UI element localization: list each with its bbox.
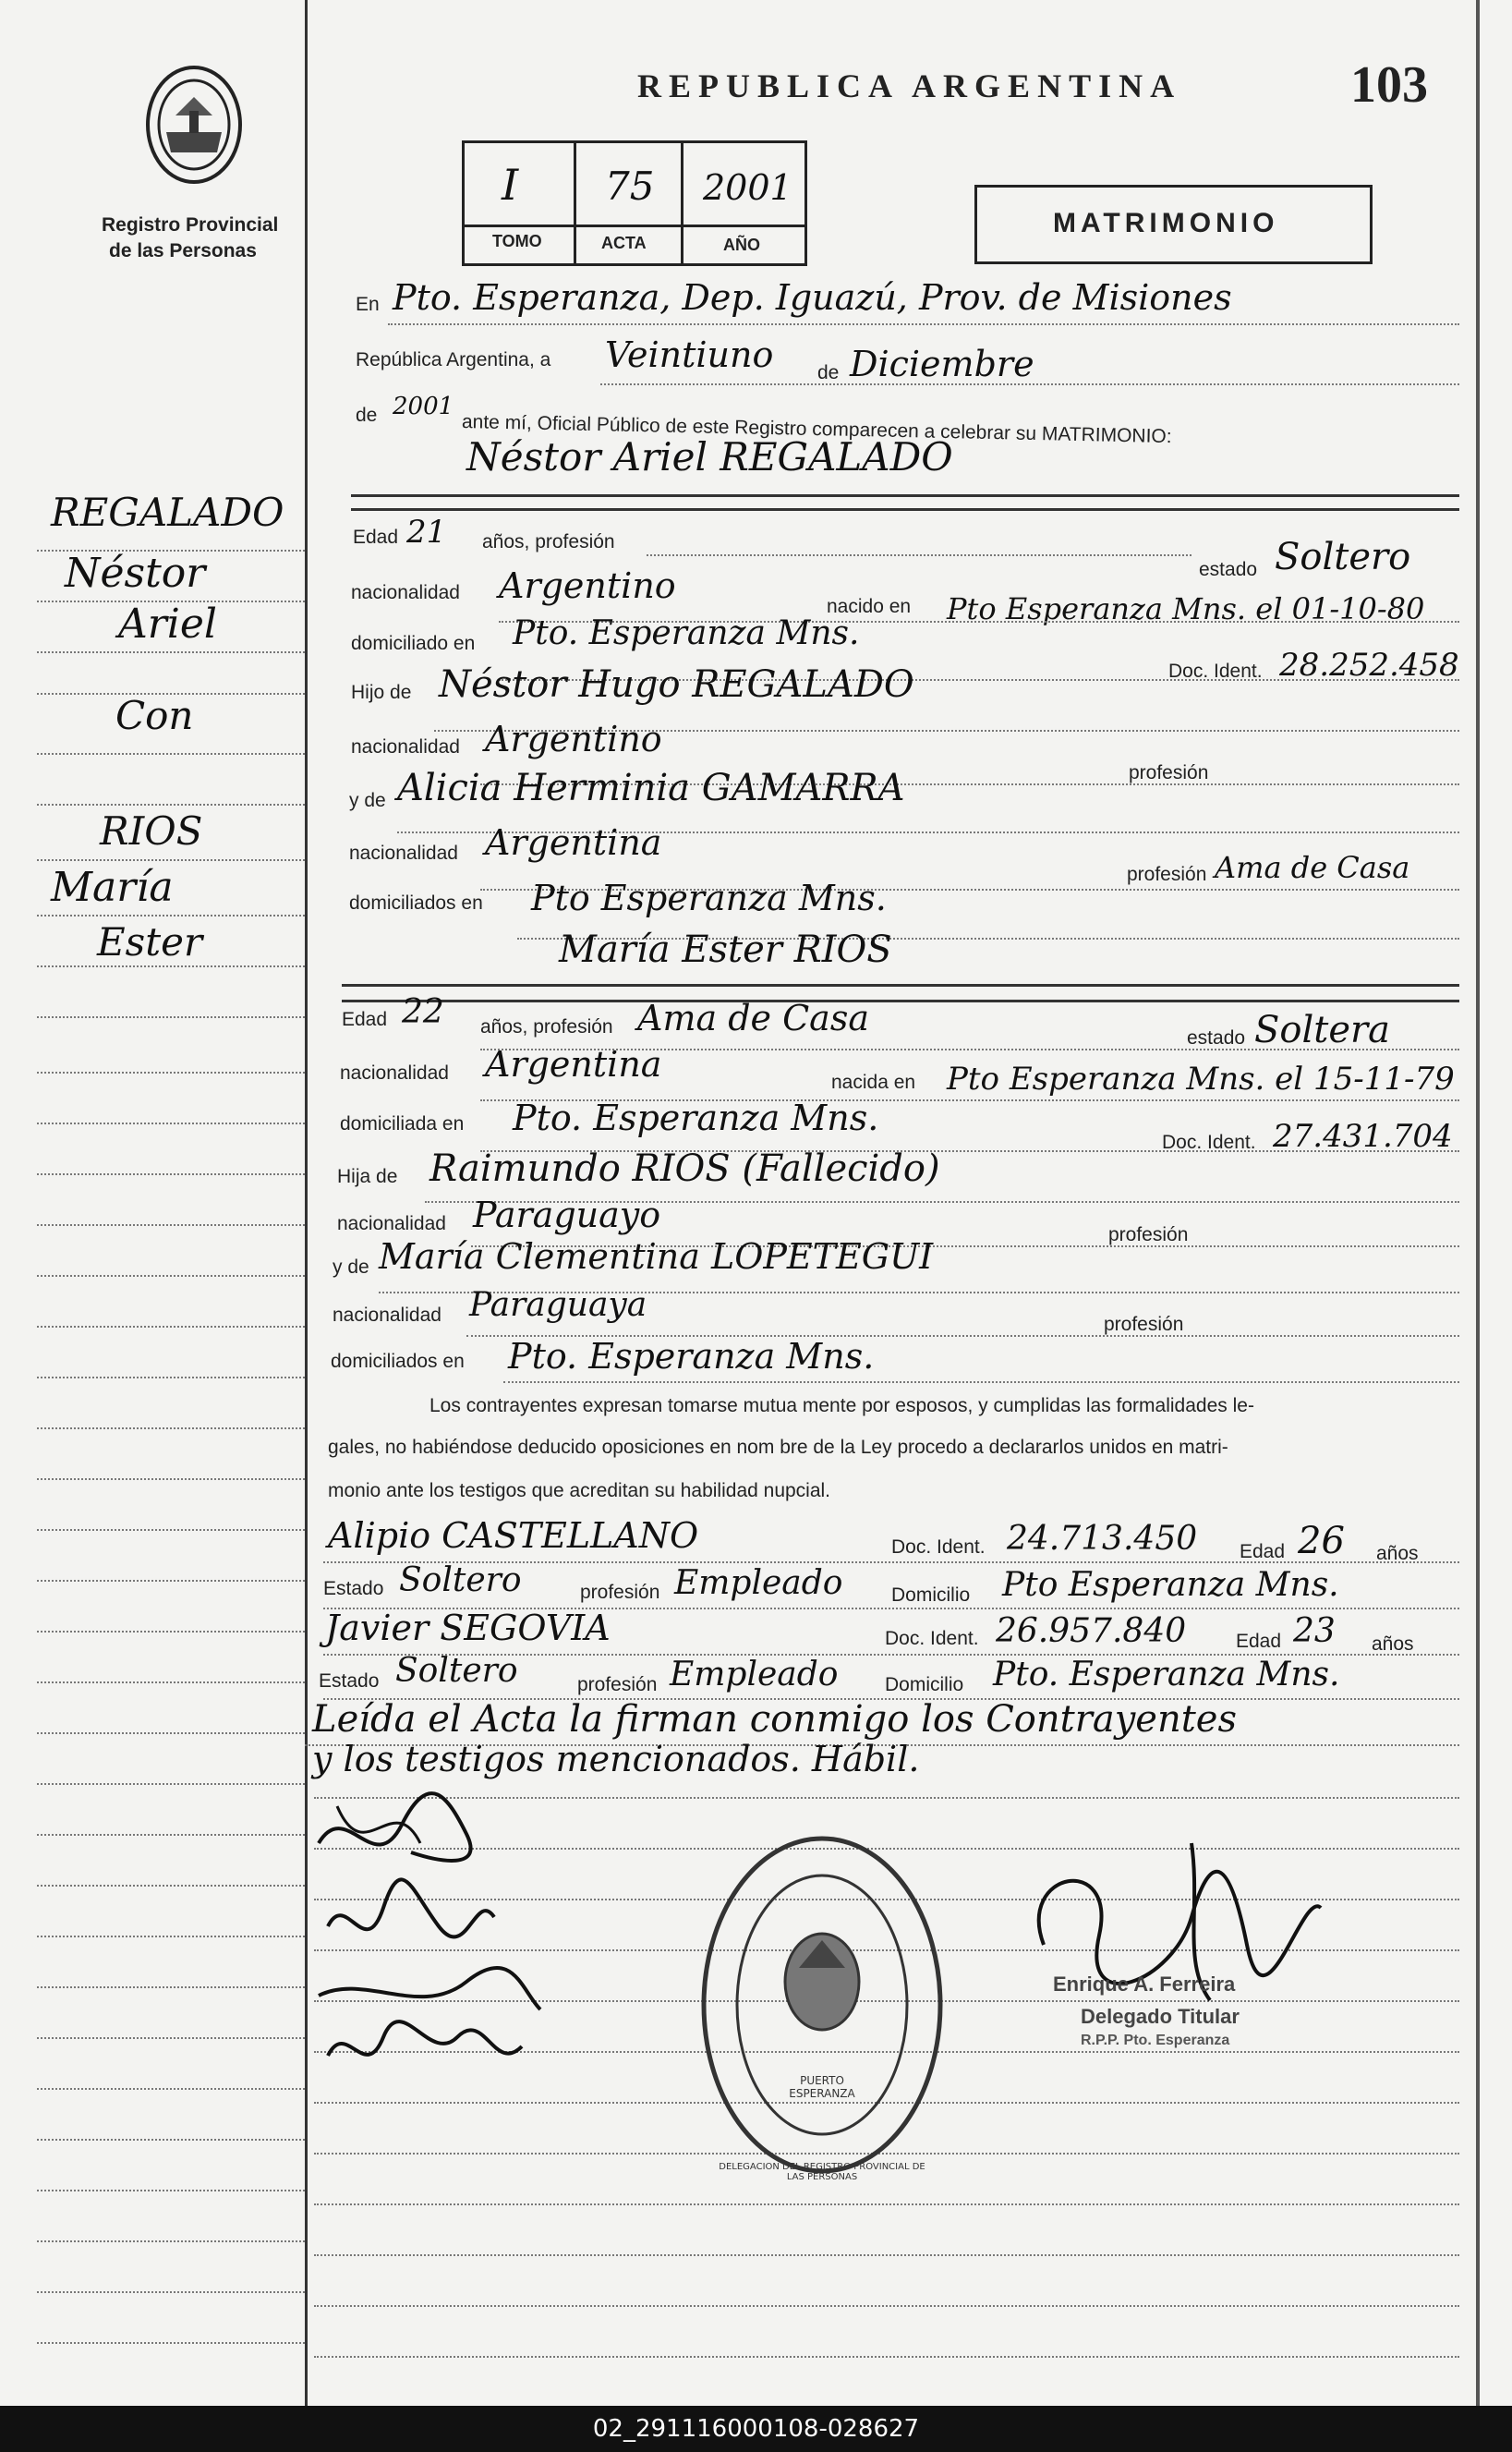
groom-nacionalidad-label: nacionalidad — [351, 582, 460, 603]
witness2-doc-label: Doc. Ident. — [885, 1628, 979, 1649]
bride-parents-dom: Pto. Esperanza Mns. — [508, 1336, 875, 1377]
document-type: MATRIMONIO — [1053, 208, 1279, 238]
bride-father-nat-label: nacionalidad — [337, 1213, 446, 1234]
witness1-estado-label: Estado — [323, 1578, 384, 1599]
witness1-estado: Soltero — [399, 1561, 522, 1599]
registry-name-line2: de las Personas — [109, 240, 257, 261]
bride-mother-nat: Paraguaya — [469, 1286, 647, 1324]
groom-mother-prof-label: profesión — [1127, 864, 1207, 885]
witness1-profession: Empleado — [674, 1564, 843, 1602]
ano-value: 2001 — [703, 167, 792, 208]
statement-line3: monio ante los testigos que acreditan su habilidad nupcial. — [328, 1480, 831, 1501]
groom-domicile: Pto. Esperanza Mns. — [513, 614, 860, 652]
groom-mother: Alicia Herminia GAMARRA — [397, 767, 905, 809]
bride-father-prof-label: profesión — [1108, 1224, 1189, 1245]
de-year-label: de — [356, 405, 378, 426]
closing-line1: Leída el Acta la firman conmigo los Contrayentes — [312, 1698, 1237, 1741]
statement-line2: gales, no habiéndose deducido oposiciones en nom bre de la Ley procedo a declararlos unidos en matri- — [328, 1437, 1228, 1458]
groom-mother-prof: Ama de Casa — [1215, 850, 1410, 885]
witness2-name: Javier SEGOVIA — [325, 1608, 611, 1648]
groom-edad-label: Edad — [353, 527, 399, 548]
signatures-block — [309, 1778, 568, 2120]
groom-yde-label: y de — [349, 790, 386, 811]
ano-label: AÑO — [723, 236, 760, 254]
witness1-anos-label: años — [1376, 1543, 1419, 1564]
official-stamp — [697, 1829, 947, 2180]
witness1-edad-label: Edad — [1240, 1541, 1286, 1562]
groom-estado: Soltero — [1275, 536, 1411, 578]
witness1-doc-label: Doc. Ident. — [891, 1536, 986, 1558]
republica-label: República Argentina, a — [356, 349, 551, 370]
groom-nationality: Argentino — [499, 565, 676, 606]
bride-mother-prof-label: profesión — [1104, 1314, 1184, 1335]
acta-label: ACTA — [601, 234, 647, 252]
bride-nacida-label: nacida en — [831, 1072, 916, 1093]
bride-name: María Ester RIOS — [559, 929, 892, 971]
groom-anos-profesion-label: años, profesión — [482, 531, 615, 552]
provincial-seal-logo — [139, 60, 249, 189]
groom-doc: 28.252.458 — [1279, 647, 1459, 684]
bride-nacionalidad-label: nacionalidad — [340, 1062, 449, 1084]
registry-name-line1: Registro Provincial — [102, 214, 279, 236]
bride-age: 22 — [402, 993, 444, 1031]
statement-line1: Los contrayentes expresan tomarse mutua mente por esposos, y cumplidas las formalidades le- — [429, 1395, 1254, 1416]
margin-divider — [305, 0, 308, 2406]
groom-estado-label: estado — [1199, 559, 1258, 580]
margin-note-line4: Con — [115, 693, 194, 738]
marriage-year: 2001 — [393, 393, 454, 420]
groom-parents-dom: Pto Esperanza Mns. — [531, 878, 887, 918]
bride-nationality: Argentina — [485, 1044, 662, 1085]
margin-note-line7: Ester — [97, 919, 203, 965]
page-number: 103 — [1350, 56, 1428, 114]
official-office: R.P.P. Pto. Esperanza — [1081, 2033, 1230, 2048]
bride-profession: Ama de Casa — [637, 998, 869, 1038]
country-title: REPUBLICA ARGENTINA — [637, 67, 1182, 104]
marriage-month: Diciembre — [850, 344, 1034, 384]
bride-birth: Pto Esperanza Mns. el 15-11-79 — [947, 1061, 1455, 1098]
bride-hija-label: Hija de — [337, 1166, 398, 1187]
groom-domiciliado-label: domiciliado en — [351, 633, 476, 654]
witness1-age: 26 — [1298, 1520, 1345, 1562]
witness2-domicilio-label: Domicilio — [885, 1674, 964, 1695]
bride-yde-label: y de — [333, 1256, 369, 1278]
witness2-estado-label: Estado — [319, 1670, 380, 1692]
witness2-doc: 26.957.840 — [996, 1612, 1187, 1650]
document-type-box — [974, 185, 1373, 264]
document-id-footer: 02_291116000108-028627 — [0, 2406, 1512, 2452]
groom-father: Néstor Hugo REGALADO — [439, 663, 914, 706]
bride-father: Raimundo RIOS (Fallecido) — [429, 1147, 940, 1190]
witness1-doc: 24.713.450 — [1007, 1520, 1198, 1558]
stamp-ring-text: DELEGACION DEL REGISTRO PROVINCIAL DE LAS PERSONAS — [719, 2162, 925, 2182]
groom-father-nat: Argentino — [485, 719, 662, 759]
groom-parents-dom-label: domiciliados en — [349, 892, 483, 914]
bride-mother-nat-label: nacionalidad — [333, 1305, 442, 1326]
bride-doc: 27.431.704 — [1273, 1118, 1453, 1155]
groom-father-nat-label: nacionalidad — [351, 736, 460, 758]
acta-value: 75 — [605, 164, 655, 209]
bride-domiciliada-label: domiciliada en — [340, 1113, 465, 1135]
witness1-name: Alipio CASTELLANO — [328, 1515, 699, 1556]
bride-domicile: Pto. Esperanza Mns. — [513, 1098, 879, 1138]
registry-reference-box — [462, 140, 807, 266]
groom-father-prof-label: profesión — [1129, 762, 1209, 783]
witness2-profesion-label: profesión — [577, 1674, 658, 1695]
groom-age: 21 — [406, 514, 447, 551]
witness2-edad-label: Edad — [1236, 1631, 1282, 1652]
official-title: Delegado Titular — [1081, 2005, 1240, 2028]
stamp-inner-text: PUERTO ESPERANZA — [789, 2074, 855, 2100]
witness2-anos-label: años — [1372, 1633, 1414, 1655]
margin-note-line6: María — [51, 864, 174, 911]
bride-father-nat: Paraguayo — [473, 1195, 661, 1235]
bride-mother: María Clementina LOPETEGUI — [379, 1236, 934, 1277]
groom-birth: Pto Esperanza Mns. el 01-10-80 — [947, 591, 1425, 626]
groom-nacido-label: nacido en — [827, 596, 912, 617]
marriage-place: Pto. Esperanza, Dep. Iguazú, Prov. de Misiones — [393, 277, 1232, 318]
bride-estado-label: estado — [1187, 1027, 1246, 1049]
bride-anos-profesion-label: años, profesión — [480, 1016, 613, 1038]
margin-note-line2: Néstor — [65, 550, 206, 597]
witness2-profession: Empleado — [670, 1656, 839, 1693]
bride-parents-dom-label: domiciliados en — [331, 1351, 465, 1372]
margin-note-line5: RIOS — [100, 808, 203, 854]
witness2-age: 23 — [1293, 1612, 1336, 1650]
margin-note-line1: REGALADO — [51, 490, 284, 535]
groom-hijo-label: Hijo de — [351, 682, 412, 703]
de-label: de — [817, 362, 840, 383]
en-label: En — [356, 294, 380, 315]
marriage-day: Veintiuno — [605, 334, 774, 375]
margin-note-line3: Ariel — [118, 601, 217, 648]
witness1-domicilio-label: Domicilio — [891, 1584, 971, 1606]
closing-line2: y los testigos mencionados. Hábil. — [312, 1739, 920, 1779]
bride-edad-label: Edad — [342, 1009, 388, 1030]
ante-text: ante mí, Oficial Público de este Registro comparecen a celebrar su MATRIMONIO: — [461, 411, 1172, 448]
witness1-profesion-label: profesión — [580, 1582, 660, 1603]
groom-name: Néstor Ariel REGALADO — [466, 434, 953, 479]
tomo-label: TOMO — [492, 232, 542, 250]
bride-estado: Soltera — [1254, 1009, 1390, 1051]
witness2-domicile: Pto. Esperanza Mns. — [993, 1656, 1340, 1693]
official-name: Enrique A. Ferreira — [1053, 1973, 1236, 1996]
page-edge — [1476, 0, 1480, 2406]
groom-mother-nat: Argentina — [485, 822, 662, 863]
witness1-domicile: Pto Esperanza Mns. — [1002, 1566, 1339, 1604]
tomo-value: I — [502, 160, 519, 210]
witness2-estado: Soltero — [395, 1652, 518, 1690]
groom-mother-nat-label: nacionalidad — [349, 843, 458, 864]
groom-doc-label: Doc. Ident. — [1168, 661, 1263, 682]
bride-doc-label: Doc. Ident. — [1162, 1132, 1256, 1153]
